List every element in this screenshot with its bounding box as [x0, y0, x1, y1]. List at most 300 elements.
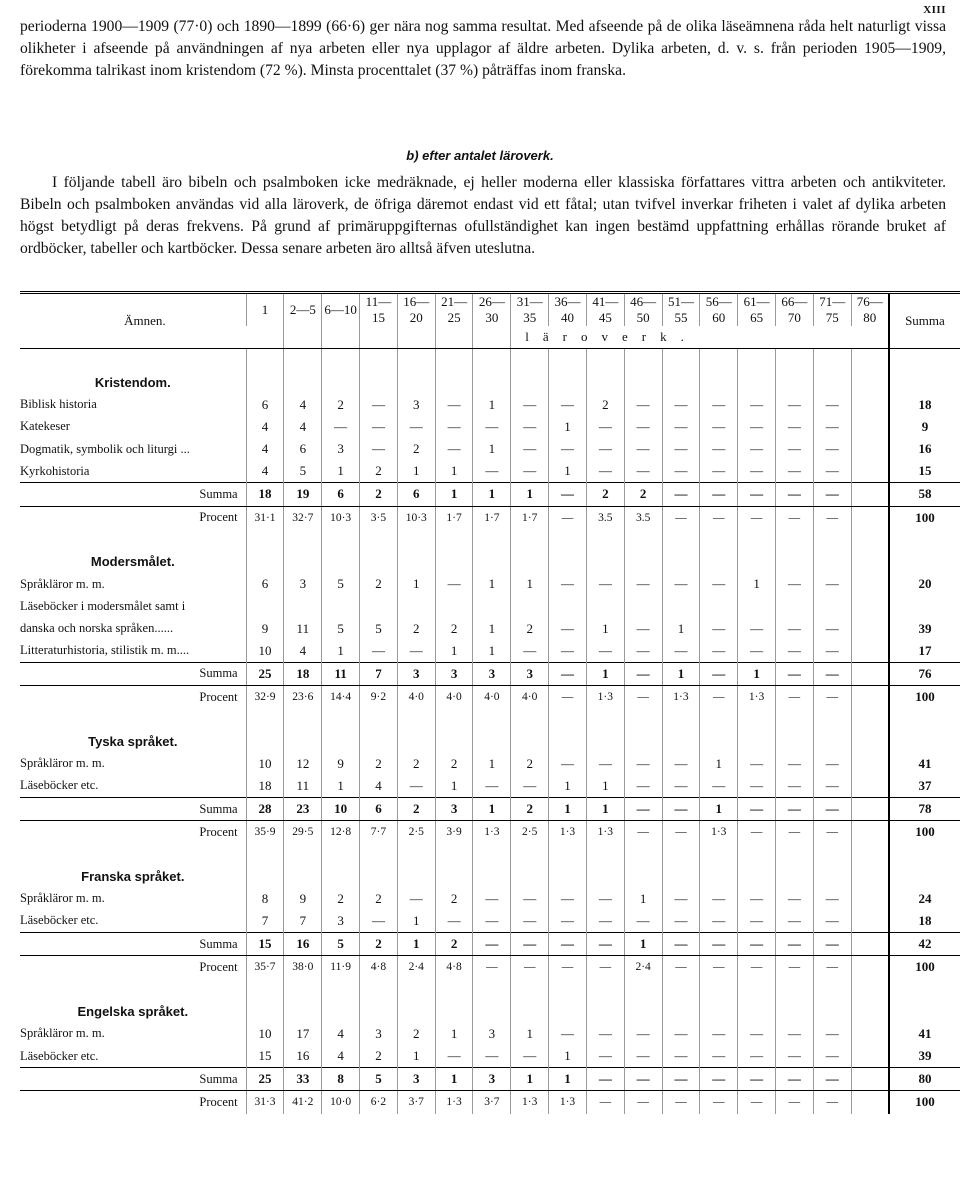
section-title — [20, 1001, 960, 1023]
table-cell: 31·3 — [246, 1091, 284, 1114]
empty-cell — [360, 551, 398, 573]
empty-cell — [586, 708, 624, 730]
procent-row — [20, 1091, 960, 1114]
table-cell: — — [473, 416, 511, 438]
column-header — [775, 293, 813, 327]
empty-cell — [738, 349, 776, 372]
section-title-label: Engelska språket. — [77, 1004, 189, 1020]
empty-cell — [397, 529, 435, 551]
table-cell: — — [473, 910, 511, 933]
table-cell: — — [397, 775, 435, 798]
column-header — [851, 293, 889, 327]
empty-cell — [435, 529, 473, 551]
table-cell: 1 — [549, 1068, 587, 1091]
empty-cell — [662, 708, 700, 730]
table-cell: 1·3 — [700, 821, 738, 844]
spacer-row-label — [20, 978, 246, 1000]
table-cell — [851, 753, 889, 775]
table-cell: 1 — [473, 438, 511, 460]
empty-cell — [397, 978, 435, 1000]
empty-cell — [549, 349, 587, 372]
empty-cell — [549, 529, 587, 551]
empty-cell — [322, 326, 360, 349]
column-header — [813, 293, 851, 327]
row-sum — [889, 730, 960, 752]
table-cell: — — [322, 416, 360, 438]
table-cell: 2·4 — [624, 956, 662, 979]
empty-cell — [851, 551, 889, 573]
table-cell: 1 — [662, 617, 700, 639]
table-cell: — — [435, 438, 473, 460]
table-cell: 1 — [435, 640, 473, 663]
table-cell: 38·0 — [284, 956, 322, 979]
table-cell: 12·8 — [322, 821, 360, 844]
table-cell: 6 — [360, 797, 398, 820]
table-cell: — — [586, 888, 624, 910]
empty-cell — [813, 978, 851, 1000]
table-cell: 23·6 — [284, 686, 322, 709]
empty-cell — [700, 978, 738, 1000]
empty-cell — [549, 371, 587, 393]
table-cell: — — [700, 910, 738, 933]
summa-row — [20, 797, 960, 820]
column-header-to: 70 — [787, 310, 801, 325]
table-cell: — — [511, 460, 549, 483]
table-cell: 9·2 — [360, 686, 398, 709]
column-header-to: 20 — [409, 310, 423, 325]
empty-cell — [775, 978, 813, 1000]
table-cell: — — [549, 640, 587, 663]
table-cell: — — [549, 888, 587, 910]
table-cell: — — [624, 686, 662, 709]
procent-row-label: Procent — [199, 1094, 238, 1109]
empty-cell — [738, 371, 776, 393]
table-row — [20, 1045, 960, 1068]
table-cell: 1 — [397, 1045, 435, 1068]
table-cell: — — [435, 910, 473, 933]
procent-row — [20, 956, 960, 979]
table-cell: — — [700, 956, 738, 979]
empty-cell — [397, 730, 435, 752]
table-cell: 10 — [246, 753, 284, 775]
table-cell: — — [738, 460, 776, 483]
table-cell: 5 — [360, 617, 398, 639]
table-cell: 2 — [360, 460, 398, 483]
table-cell: — — [813, 394, 851, 416]
empty-cell — [624, 843, 662, 865]
table-cell: — — [700, 573, 738, 595]
table-cell: 33 — [284, 1068, 322, 1091]
column-header-from: 36— — [554, 294, 581, 309]
empty-cell — [624, 730, 662, 752]
table-cell: — — [624, 1068, 662, 1091]
empty-cell — [662, 551, 700, 573]
table-cell: 3 — [473, 1068, 511, 1091]
subject-header: Ämnen. — [20, 293, 246, 349]
table-cell: 1 — [435, 1068, 473, 1091]
empty-cell — [435, 551, 473, 573]
empty-cell — [813, 730, 851, 752]
table-cell: 16 — [284, 933, 322, 956]
empty-cell — [284, 730, 322, 752]
table-cell: 1 — [549, 416, 587, 438]
empty-cell — [549, 843, 587, 865]
table-cell: — — [662, 797, 700, 820]
column-header-to: 65 — [750, 310, 764, 325]
table-cell: — — [813, 573, 851, 595]
table-cell: 3·5 — [360, 506, 398, 529]
table-row-label: Språkläror m. m. — [20, 891, 105, 906]
table-cell: — — [738, 394, 776, 416]
table-cell: 35·7 — [246, 956, 284, 979]
table-cell: 1 — [397, 933, 435, 956]
empty-cell — [397, 708, 435, 730]
column-header — [322, 293, 360, 327]
empty-cell — [246, 730, 284, 752]
table-cell: — — [549, 956, 587, 979]
table-cell: 1·3 — [549, 1091, 587, 1114]
table-cell — [851, 956, 889, 979]
table-cell: 2·4 — [397, 956, 435, 979]
column-header-from: 71— — [819, 294, 846, 309]
table-cell: — — [700, 438, 738, 460]
table-cell: — — [813, 797, 851, 820]
empty-cell — [246, 326, 284, 349]
table-cell: 1·7 — [473, 506, 511, 529]
table-cell: — — [700, 460, 738, 483]
row-sum: 100 — [889, 1091, 960, 1114]
table-cell: — — [813, 1068, 851, 1091]
table-cell: 1·7 — [511, 506, 549, 529]
table-cell: — — [662, 1091, 700, 1114]
empty-cell — [738, 708, 776, 730]
table-row-label: Språkläror m. m. — [20, 576, 105, 591]
table-cell: — — [813, 662, 851, 685]
table-cell: 31·1 — [246, 506, 284, 529]
empty-cell — [775, 349, 813, 372]
empty-cell — [322, 529, 360, 551]
table-cell: 3·7 — [473, 1091, 511, 1114]
table-cell: 1 — [435, 1023, 473, 1045]
table-cell — [511, 595, 549, 617]
table-cell: — — [360, 416, 398, 438]
table-row-label: Läseböcker etc. — [20, 913, 99, 928]
table-cell: 2 — [360, 933, 398, 956]
table-cell: 3 — [397, 394, 435, 416]
table-cell: — — [662, 910, 700, 933]
table-cell: — — [700, 617, 738, 639]
table-cell: 4 — [284, 394, 322, 416]
empty-cell — [435, 730, 473, 752]
table-cell: 2 — [511, 797, 549, 820]
column-header — [549, 293, 587, 327]
empty-cell — [662, 730, 700, 752]
row-sum: 76 — [889, 662, 960, 685]
table-row-label: Språkläror m. m. — [20, 756, 105, 771]
table-cell: 1·3 — [586, 821, 624, 844]
table-cell: — — [738, 1023, 776, 1045]
table-cell: — — [624, 460, 662, 483]
table-cell: — — [775, 1091, 813, 1114]
summa-row — [20, 1068, 960, 1091]
table-cell: 4 — [246, 460, 284, 483]
table-cell: — — [624, 438, 662, 460]
table-cell: 1 — [738, 573, 776, 595]
table-cell: — — [813, 910, 851, 933]
table-cell: — — [813, 821, 851, 844]
table-cell: — — [738, 506, 776, 529]
empty-cell — [360, 326, 398, 349]
empty-cell — [322, 730, 360, 752]
column-header-to: 60 — [712, 310, 726, 325]
table-cell — [435, 595, 473, 617]
empty-cell — [246, 529, 284, 551]
table-cell: 1 — [586, 662, 624, 685]
table-cell: 1 — [700, 753, 738, 775]
table-cell: — — [775, 573, 813, 595]
table-cell: 2 — [360, 573, 398, 595]
table-cell: 3 — [397, 662, 435, 685]
table-cell: — — [662, 933, 700, 956]
empty-cell — [246, 843, 284, 865]
empty-cell — [511, 551, 549, 573]
empty-cell — [662, 978, 700, 1000]
table-cell — [851, 1045, 889, 1068]
empty-cell — [246, 866, 284, 888]
table-cell: — — [586, 1023, 624, 1045]
empty-cell — [624, 551, 662, 573]
table-cell: — — [813, 640, 851, 663]
table-cell: 3 — [360, 1023, 398, 1045]
table-cell: 1 — [738, 662, 776, 685]
column-header — [397, 293, 435, 327]
table-cell: 7 — [360, 662, 398, 685]
empty-cell — [473, 326, 511, 349]
empty-cell — [662, 371, 700, 393]
table-cell: 1 — [397, 910, 435, 933]
table-cell: — — [624, 797, 662, 820]
table-cell: 9 — [322, 753, 360, 775]
empty-cell — [700, 349, 738, 372]
column-header-from: 51— — [667, 294, 694, 309]
statistics-table — [20, 291, 960, 1114]
empty-cell — [662, 529, 700, 551]
table-cell: 6·2 — [360, 1091, 398, 1114]
table-cell: — — [775, 753, 813, 775]
table-cell: — — [775, 933, 813, 956]
table-row — [20, 1023, 960, 1045]
row-sum: 39 — [889, 1045, 960, 1068]
section-title-label: Modersmålet. — [90, 554, 175, 570]
empty-cell — [284, 978, 322, 1000]
empty-cell — [738, 551, 776, 573]
empty-cell — [700, 551, 738, 573]
empty-cell — [284, 529, 322, 551]
table-cell: — — [662, 821, 700, 844]
section-title-label: Tyska språket. — [88, 733, 178, 749]
table-cell: 1 — [435, 775, 473, 798]
table-cell: — — [624, 910, 662, 933]
empty-cell — [322, 349, 360, 372]
empty-cell — [775, 371, 813, 393]
spacer-row-label — [20, 349, 246, 372]
table-cell: — — [813, 775, 851, 798]
table-cell — [700, 595, 738, 617]
table-cell: — — [700, 1091, 738, 1114]
table-cell: 18 — [246, 775, 284, 798]
table-cell: 1 — [322, 460, 360, 483]
column-header-from: 11— — [365, 294, 392, 309]
table-cell: — — [662, 506, 700, 529]
empty-cell — [662, 843, 700, 865]
table-cell — [851, 797, 889, 820]
empty-cell — [624, 978, 662, 1000]
empty-cell — [549, 708, 587, 730]
empty-cell — [246, 1001, 284, 1023]
table-cell: 23 — [284, 797, 322, 820]
row-sum — [889, 978, 960, 1000]
empty-cell — [586, 371, 624, 393]
table-cell — [246, 595, 284, 617]
table-cell: 2 — [435, 933, 473, 956]
empty-cell — [851, 708, 889, 730]
column-header — [662, 293, 700, 327]
table-cell: 1 — [473, 640, 511, 663]
empty-cell — [586, 1001, 624, 1023]
empty-cell — [586, 978, 624, 1000]
column-header-from: 66— — [781, 294, 808, 309]
table-cell: 2 — [397, 797, 435, 820]
column-header-to: 25 — [447, 310, 461, 325]
empty-cell — [624, 866, 662, 888]
table-cell: 3 — [397, 1068, 435, 1091]
empty-cell — [624, 529, 662, 551]
table-cell: — — [511, 1045, 549, 1068]
table-cell: — — [775, 956, 813, 979]
empty-cell — [700, 730, 738, 752]
table-cell: — — [360, 438, 398, 460]
table-cell: — — [738, 910, 776, 933]
table-cell: — — [662, 1068, 700, 1091]
table-cell: — — [586, 438, 624, 460]
empty-cell — [813, 843, 851, 865]
procent-row-label: Procent — [199, 959, 238, 974]
empty-cell — [473, 371, 511, 393]
table-cell: — — [738, 1068, 776, 1091]
row-sum: 20 — [889, 573, 960, 595]
empty-cell — [511, 529, 549, 551]
table-cell: 2 — [435, 617, 473, 639]
table-cell: 3 — [284, 573, 322, 595]
table-cell: — — [662, 956, 700, 979]
table-cell: — — [586, 1068, 624, 1091]
table-cell: 11·9 — [322, 956, 360, 979]
empty-cell — [851, 843, 889, 865]
table-cell: — — [473, 775, 511, 798]
table-cell: — — [397, 640, 435, 663]
table-cell: 4·0 — [473, 686, 511, 709]
table-cell: 4 — [322, 1045, 360, 1068]
table-cell: 1 — [473, 797, 511, 820]
empty-cell — [511, 708, 549, 730]
table-cell: — — [511, 640, 549, 663]
table-cell: 7 — [246, 910, 284, 933]
empty-cell — [549, 730, 587, 752]
table-cell — [851, 775, 889, 798]
table-cell: — — [511, 910, 549, 933]
table-cell — [851, 595, 889, 617]
table-cell: — — [738, 438, 776, 460]
table-cell: 1·3 — [435, 1091, 473, 1114]
empty-cell — [360, 978, 398, 1000]
table-cell: 1 — [322, 775, 360, 798]
table-cell: 1 — [549, 1045, 587, 1068]
table-cell: — — [511, 394, 549, 416]
table-cell: 3.5 — [586, 506, 624, 529]
table-cell: 2 — [360, 1045, 398, 1068]
empty-cell — [813, 349, 851, 372]
table-cell: 1 — [586, 797, 624, 820]
empty-cell — [360, 708, 398, 730]
procent-row — [20, 686, 960, 709]
table-cell: — — [738, 1045, 776, 1068]
table-row — [20, 460, 960, 483]
table-cell: — — [775, 775, 813, 798]
spacer-row — [20, 978, 960, 1000]
table-cell: 11 — [284, 617, 322, 639]
empty-cell — [851, 349, 889, 372]
table-cell: 29·5 — [284, 821, 322, 844]
table-cell: — — [700, 1068, 738, 1091]
table-row — [20, 888, 960, 910]
empty-cell — [586, 843, 624, 865]
row-sum: 16 — [889, 438, 960, 460]
table-row-label: Dogmatik, symbolik och liturgi ... — [20, 441, 190, 456]
table-cell: — — [586, 933, 624, 956]
table-cell: — — [435, 394, 473, 416]
table-row — [20, 394, 960, 416]
table-cell: — — [511, 416, 549, 438]
table-cell: 14·4 — [322, 686, 360, 709]
table-cell: — — [662, 394, 700, 416]
table-cell: — — [813, 1023, 851, 1045]
empty-cell — [813, 708, 851, 730]
table-cell: — — [586, 956, 624, 979]
empty-cell — [360, 529, 398, 551]
column-header-to: 75 — [825, 310, 839, 325]
procent-row-label: Procent — [199, 689, 238, 704]
empty-cell — [473, 1001, 511, 1023]
table-cell: — — [360, 910, 398, 933]
empty-cell — [738, 978, 776, 1000]
table-row-label: danska och norska språken...... — [20, 621, 174, 636]
section-title — [20, 551, 960, 573]
table-cell: — — [360, 640, 398, 663]
table-cell: — — [586, 573, 624, 595]
table-cell: — — [738, 483, 776, 506]
empty-cell — [322, 1001, 360, 1023]
table-cell: — — [738, 640, 776, 663]
empty-cell — [397, 371, 435, 393]
column-header — [246, 293, 284, 327]
table-cell — [851, 821, 889, 844]
table-cell — [851, 438, 889, 460]
table-cell: 7 — [284, 910, 322, 933]
table-cell — [851, 662, 889, 685]
table-cell: — — [586, 416, 624, 438]
table-cell: 1 — [700, 797, 738, 820]
table-cell: 1 — [397, 460, 435, 483]
